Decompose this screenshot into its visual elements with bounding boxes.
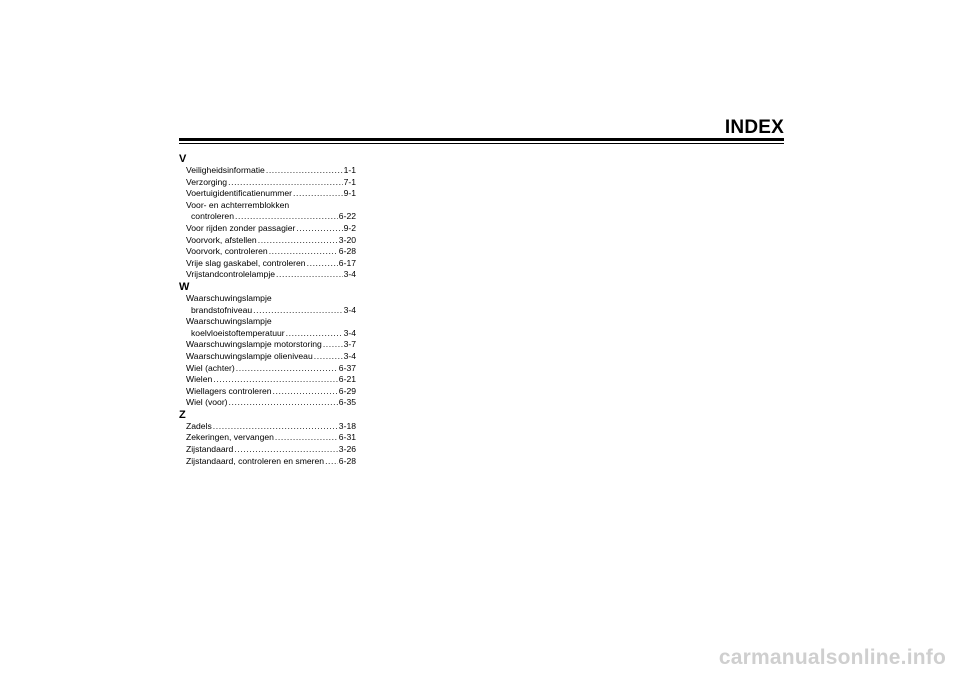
index-entry: Waarschuwingslampje olieniveau ..... 3-4 (179, 351, 356, 363)
section-letter-v: V (179, 153, 187, 165)
dot-leader (266, 165, 343, 177)
dot-leader (293, 188, 343, 200)
section-letter-w: W (179, 280, 190, 293)
index-entry: Veiligheidsinformatie ..... 1-1 (179, 165, 356, 177)
index-entry: Zadels ..... 3-18 (179, 421, 356, 433)
dot-leader (236, 363, 338, 375)
index-entry-heading: Waarschuwingslampje (186, 316, 272, 327)
dot-leader (269, 246, 338, 258)
dot-leader (296, 223, 342, 235)
dot-leader (235, 211, 338, 223)
dot-leader (234, 444, 338, 456)
dot-leader (323, 339, 343, 351)
index-entry: koelvloeistoftemperatuur ..... 3-4 (179, 328, 356, 340)
dot-leader (276, 269, 343, 281)
dot-leader (314, 351, 343, 363)
index-entry: Voertuigidentificatienummer ..... 9-1 (179, 188, 356, 200)
index-entry: Vrijstandcontrolelampje ..... 3-4 (179, 269, 356, 281)
index-entry: Wielen ..... 6-21 (179, 374, 356, 386)
dot-leader (258, 235, 338, 247)
index-entry: Vrije slag gaskabel, controleren ..... 6-17 (179, 258, 356, 270)
page-title: INDEX (724, 117, 784, 138)
index-entry: controleren ..... 6-22 (179, 211, 356, 223)
dot-leader (213, 374, 338, 386)
dot-leader (229, 397, 338, 409)
index-entry: Voorvork, afstellen ..... 3-20 (179, 235, 356, 247)
dot-leader (273, 386, 338, 398)
dot-leader (275, 432, 338, 444)
index-entry: brandstofniveau ..... 3-4 (179, 305, 356, 317)
index-entry: Wiellagers controleren ..... 6-29 (179, 386, 356, 398)
index-entry: Zijstandaard, controleren en smeren ..... 6-28 (179, 456, 356, 468)
dot-leader (307, 258, 338, 270)
dot-leader (286, 328, 343, 340)
dot-leader (253, 305, 342, 317)
index-entry: Zijstandaard ..... 3-26 (179, 444, 356, 456)
index-entry: Wiel (voor) ..... 6-35 (179, 397, 356, 409)
index-entry: Voor rijden zonder passagier ..... 9-2 (179, 223, 356, 235)
index-entry: Zekeringen, vervangen ..... 6-31 (179, 432, 356, 444)
index-column (179, 153, 379, 467)
header-rule-thin (179, 143, 784, 144)
dot-leader (228, 177, 342, 189)
index-entry-heading: Voor- en achterremblokken (186, 199, 290, 210)
watermark: carmanualsonline.info (718, 646, 946, 669)
index-entry-heading: Waarschuwingslampje (186, 292, 272, 303)
index-entry: Verzorging ..... 7-1 (179, 177, 356, 189)
header-rule-thick (179, 138, 784, 141)
dot-leader (325, 456, 338, 468)
section-letter-z: Z (179, 408, 186, 421)
index-entry: Voorvork, controleren ..... 6-28 (179, 246, 356, 258)
index-entry: Waarschuwingslampje motorstoring ..... 3-7 (179, 339, 356, 351)
index-entry: Wiel (achter) ..... 6-37 (179, 363, 356, 375)
dot-leader (213, 421, 338, 433)
